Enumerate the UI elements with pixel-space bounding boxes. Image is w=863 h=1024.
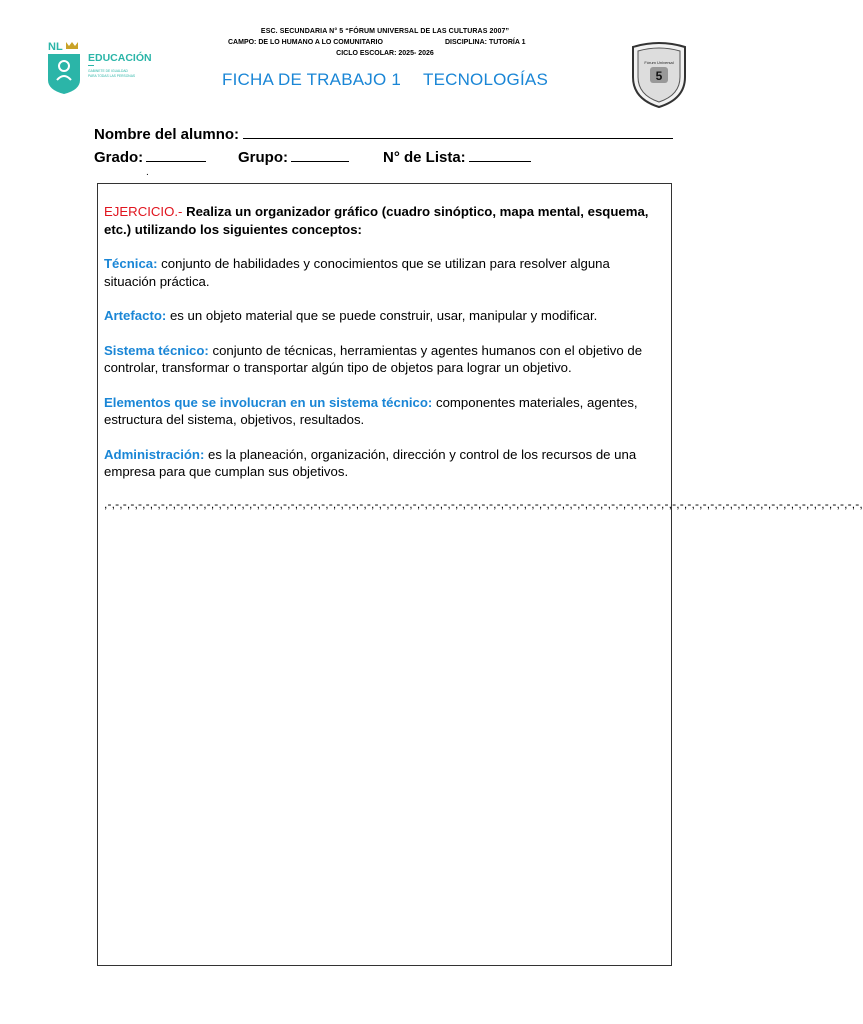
list-number-field[interactable]: [383, 147, 531, 166]
concept-item: [104, 446, 664, 481]
campo-label: CAMPO: DE LO HUMANO A LO COMUNITARIO: [228, 39, 383, 46]
group-field[interactable]: [238, 147, 349, 166]
seal-number: 5: [655, 69, 663, 83]
campo-line: [228, 39, 558, 46]
title-subject: TECNOLOGÍAS: [422, 70, 548, 89]
logo-brand: NL: [48, 41, 63, 53]
shield-person-icon: [46, 40, 161, 96]
svg-text:PARA TODAS LAS PERSONAS: PARA TODAS LAS PERSONAS: [88, 74, 136, 78]
concept-term: Técnica:: [104, 256, 158, 271]
concept-definition: componentes materiales, agentes, estructura del sistema, objetivos, resultados.: [104, 394, 638, 427]
logo-name: EDUCACIÓN: [88, 52, 152, 64]
education-logo: [46, 40, 161, 96]
concept-definition: conjunto de técnicas, herramientas y agentes humanos con el objetivo de controlar, transformar o transportar algún tipo de objetos para lograr un objetivo.: [104, 342, 643, 375]
concept-term: Artefacto:: [104, 308, 167, 323]
concept-definition: es un objeto material que se puede construir, usar, manipular y modificar.: [166, 308, 598, 323]
exercise-instruction: [104, 203, 664, 238]
svg-text:GABINETE DE IGUALDAD: GABINETE DE IGUALDAD: [88, 69, 128, 73]
concept-item: [104, 394, 664, 429]
school-seal: [630, 42, 688, 108]
student-name-field[interactable]: [94, 124, 673, 143]
concept-item: [104, 342, 664, 377]
student-name-label: Nombre del alumno:: [94, 126, 240, 143]
group-blank[interactable]: [291, 147, 349, 162]
school-seal-icon: [630, 42, 688, 108]
exercise-content: [104, 203, 863, 513]
list-number-label: N° de Lista:: [383, 149, 466, 166]
disciplina-label: DISCIPLINA: TUTORÍA 1: [445, 39, 526, 46]
exercise-instruction-text: Realiza un organizador gráfico (cuadro sinóptico, mapa mental, esquema, etc.) utilizando los siguientes conceptos:: [104, 204, 649, 237]
student-name-blank[interactable]: [243, 124, 673, 139]
list-number-blank[interactable]: [469, 147, 531, 162]
title-worksheet: FICHA DE TRABAJO 1: [221, 70, 401, 89]
concept-definition: conjunto de habilidades y conocimientos que se utilizan para resolver alguna situación práctica.: [104, 256, 610, 289]
grade-field[interactable]: [94, 147, 206, 166]
school-cycle: CICLO ESCOLAR: 2025- 2026: [336, 50, 434, 57]
concept-term: Administración:: [104, 446, 205, 462]
stray-dot: .: [146, 167, 149, 178]
grade-blank[interactable]: [146, 147, 206, 162]
exercise-label: EJERCICIO.-: [104, 204, 183, 219]
grade-label: Grado:: [94, 149, 144, 166]
dashed-separator: ,-,-,-,-,-,-,-,-,-,-,-,-,-,-,-,-,-,-,-,-,-,-,-,-,-,-,-,-,-,-,-,-,-,-,-,-,-,-,-,-,-,-,-,-,-,-,-,-,-,-,-,-,-,-,-,-,-,-,-,-,-,-,-,-,-,-,-,-,-,-,-,-,-,-,-,-,-,-,-,-,-,-,-,-,-,-,-,-,-,-,-,-,-,-,-,-,-,-,-,: [104, 496, 863, 511]
concept-term: Sistema técnico:: [104, 342, 209, 358]
page-title: [185, 70, 585, 90]
seal-text: Fórum Universal: [644, 60, 674, 65]
concept-item: [104, 307, 664, 325]
concept-term: Elementos que se involucran en un sistema técnico:: [104, 394, 433, 410]
concept-item: [104, 255, 664, 290]
group-label: Grupo:: [238, 149, 288, 166]
concept-definition: es la planeación, organización, dirección y control de los recursos de una empresa para que cumplan sus objetivos.: [104, 446, 637, 479]
school-name: ESC. SECUNDARIA N° 5 “FÓRUM UNIVERSAL DE LAS CULTURAS 2007”: [260, 28, 510, 35]
